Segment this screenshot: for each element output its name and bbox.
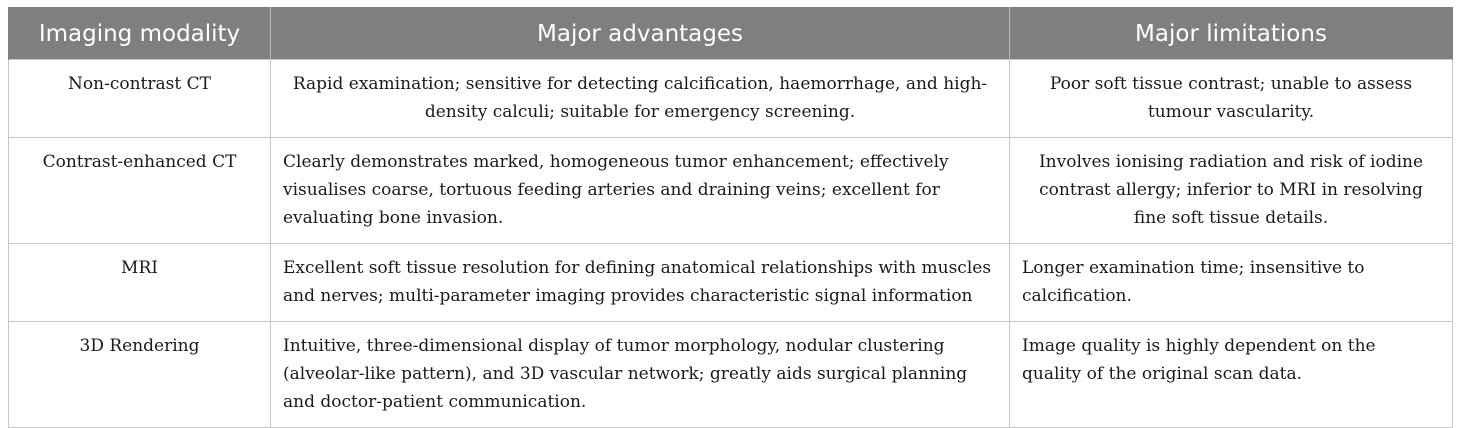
advantages-cell: Clearly demonstrates marked, homogeneous tumor enhancement; effectively visualises coarse, tortuous feeding arteries and draining veins; excellent for evaluating bone invasion. xyxy=(271,138,1010,244)
table-row xyxy=(9,322,1453,428)
modality-cell: 3D Rendering xyxy=(9,322,271,428)
table-body xyxy=(9,60,1453,428)
limitations-cell: Involves ionising radiation and risk of iodine contrast allergy; inferior to MRI in resolving fine soft tissue details. xyxy=(1010,138,1453,244)
advantages-cell: Intuitive, three-dimensional display of tumor morphology, nodular clustering (alveolar-like pattern), and 3D vascular network; greatly aids surgical planning and doctor-patient communication. xyxy=(271,322,1010,428)
advantages-cell: Excellent soft tissue resolution for defining anatomical relationships with muscles and nerves; multi-parameter imaging provides characteristic signal information xyxy=(271,244,1010,322)
modality-cell: Contrast-enhanced CT xyxy=(9,138,271,244)
table-row xyxy=(9,60,1453,138)
header-row xyxy=(9,8,1453,60)
limitations-cell: Poor soft tissue contrast; unable to assess tumour vascularity. xyxy=(1010,60,1453,138)
header-major-advantages: Major advantages xyxy=(271,8,1010,60)
header-major-limitations: Major limitations xyxy=(1010,8,1453,60)
modality-cell: Non-contrast CT xyxy=(9,60,271,138)
imaging-modality-comparison-table xyxy=(8,7,1453,428)
table-header xyxy=(9,8,1453,60)
table-row xyxy=(9,138,1453,244)
comparison-table-container xyxy=(8,7,1452,428)
header-imaging-modality: Imaging modality xyxy=(9,8,271,60)
limitations-cell: Longer examination time; insensitive to calcification. xyxy=(1010,244,1453,322)
modality-cell: MRI xyxy=(9,244,271,322)
advantages-cell: Rapid examination; sensitive for detecting calcification, haemorrhage, and high-density calculi; suitable for emergency screening. xyxy=(271,60,1010,138)
limitations-cell: Image quality is highly dependent on the quality of the original scan data. xyxy=(1010,322,1453,428)
table-row xyxy=(9,244,1453,322)
